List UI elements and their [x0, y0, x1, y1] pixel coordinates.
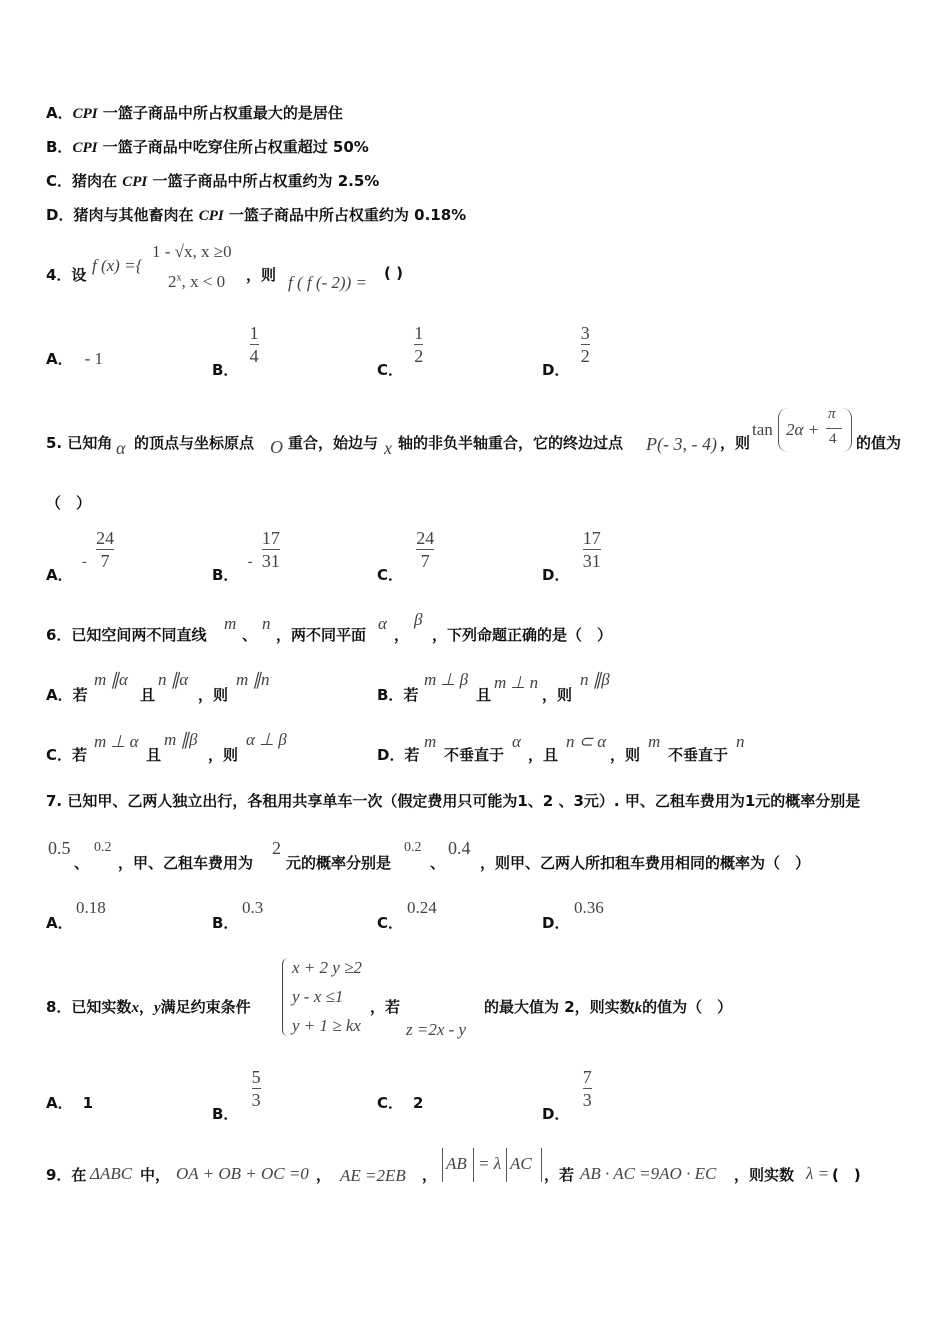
- q6-option-a: A．若: [46, 686, 88, 704]
- q8-text-3: ，若: [370, 998, 401, 1016]
- q4-answer-paren: ( ): [384, 264, 403, 282]
- q5-option-a: A． - $\frac{24}{7}$: [46, 528, 115, 584]
- q9-text-2: 中，: [140, 1166, 171, 1184]
- option-text: 一篮子商品中所占权重约为 2.5%: [147, 172, 380, 190]
- option-letter: C．: [46, 172, 73, 190]
- q9-ab: AB: [446, 1154, 467, 1173]
- q4-function: f (x) ={: [92, 256, 143, 275]
- q6-a-and: 且: [140, 686, 156, 704]
- q6-sep-1: 、: [242, 626, 258, 644]
- q7-text-3: 元的概率分别是: [286, 854, 392, 872]
- q8-k: k: [634, 1000, 643, 1016]
- q7-text-2: ，甲、乙租车费用为: [118, 854, 254, 872]
- q4-expression: f ( f (- 2)) =: [288, 273, 367, 292]
- option-text: 一篮子商品中所占权重约为 0.18%: [223, 206, 467, 224]
- q8-option-d: D． $\frac{7}{3}$: [542, 1067, 592, 1123]
- q5-text-3: 重合，始边与: [288, 434, 379, 452]
- q8-brace: [282, 958, 289, 1036]
- q7-p3: 0.2: [404, 840, 422, 855]
- q6-sep-2: ，: [394, 626, 410, 644]
- q5-text-6: 的值为: [856, 434, 902, 452]
- q6-c-cond-3: α ⊥ β: [246, 730, 287, 749]
- option-a-line: [46, 102, 343, 123]
- option-letter: B．: [46, 138, 73, 156]
- q7-option-a-value: 0.18: [76, 898, 106, 917]
- q7-option-c: C．: [377, 914, 404, 932]
- q9-text-6: ，则实数: [734, 1166, 795, 1184]
- q7-p4: 0.4: [448, 838, 471, 858]
- cpi-term: CPI: [122, 174, 148, 190]
- q5-option-d: D． $\frac{17}{31}$: [542, 528, 601, 584]
- q7-p2: 0.2: [94, 840, 112, 855]
- q6-text-2: ，两不同平面: [276, 626, 367, 644]
- q6-d-alpha: α: [512, 732, 521, 751]
- q4-option-c: C． $\frac{1}{2}$: [377, 323, 424, 379]
- q6-b-cond-2: m ⊥ n: [494, 673, 539, 692]
- q8-constraint-2: y - x ≤1: [292, 987, 344, 1006]
- q7-option-d: D．: [542, 914, 570, 932]
- q7-option-b-value: 0.3: [242, 898, 264, 917]
- q8-option-b: B． $\frac{5}{3}$: [212, 1067, 261, 1123]
- q5-text-5: ，则: [720, 434, 751, 452]
- q9-triangle: ΔABC: [90, 1164, 133, 1183]
- q7-sep-1: 、: [74, 854, 90, 872]
- q6-m: m: [224, 614, 237, 633]
- q6-d-text-4: 不垂直于: [668, 746, 729, 764]
- q5-alpha: α: [116, 438, 126, 458]
- q9-dot-product: AB · AC =9AO · EC: [580, 1164, 717, 1183]
- q8-y: y: [153, 1000, 161, 1016]
- q5-text-2: 的顶点与坐标原点: [134, 434, 255, 452]
- q6-d-text-3: ，则: [610, 746, 641, 764]
- q5-tan: tan: [752, 420, 773, 439]
- q6-a-cond-2: n ∥α: [158, 670, 189, 689]
- q9-lambda: λ =: [806, 1164, 830, 1183]
- option-c-line: [46, 170, 379, 191]
- q6-c-cond-1: m ⊥ α: [94, 732, 139, 751]
- q9-text-5: ，若: [544, 1166, 575, 1184]
- q9-lambda-eq: = λ: [478, 1154, 502, 1173]
- q7-sep-2: 、: [430, 854, 446, 872]
- q5-fraction-bar: [826, 428, 842, 429]
- q5-text-4: 轴的非负半轴重合，它的终边过点: [398, 434, 624, 452]
- q9-text-3: ，: [316, 1166, 332, 1184]
- q7-text-4: ，则甲、乙两人所扣租车费用相同的概率为（ ）: [480, 854, 811, 872]
- q8-constraint-1: x + 2 y ≥2: [292, 958, 362, 977]
- q6-beta: β: [414, 610, 423, 629]
- q7-two: 2: [272, 838, 281, 858]
- q4-option-b: B． $\frac{1}{4}$: [212, 323, 259, 379]
- q6-c-then: ，则: [208, 746, 239, 764]
- q6-c-and: 且: [146, 746, 162, 764]
- q9-text-4: ，: [422, 1166, 438, 1184]
- q9-text-1: 9．在: [46, 1166, 87, 1184]
- q6-d-text-2: ，且: [528, 746, 559, 764]
- q6-text-3: ，下列命题正确的是（ ）: [432, 626, 613, 644]
- q7-option-a: A．: [46, 914, 73, 932]
- q7-option-d-value: 0.36: [574, 898, 604, 917]
- q6-a-cond-3: m ∥n: [236, 670, 270, 689]
- q6-d-n: n: [736, 732, 745, 751]
- q5-text-1: 5. 已知角: [46, 434, 113, 452]
- q4-option-d: D． $\frac{3}{2}$: [542, 323, 590, 379]
- q8-x: x: [131, 1000, 139, 1016]
- cpi-term: CPI: [72, 106, 98, 122]
- q6-b-then: ，则: [542, 686, 573, 704]
- q5-option-c: C． $\frac{24}{7}$: [377, 528, 435, 584]
- q6-d-m-2: m: [648, 732, 661, 751]
- q4-option-a: A． - 1: [46, 349, 104, 368]
- option-d-line: [46, 204, 466, 225]
- q8-constraint-3: y + 1 ≥ kx: [292, 1016, 361, 1035]
- q5-origin: O: [270, 437, 283, 457]
- q5-four: 4: [829, 431, 837, 447]
- q7-p1: 0.5: [48, 838, 71, 858]
- q6-a-then: ，则: [198, 686, 229, 704]
- q5-inner: 2α +: [786, 420, 820, 439]
- option-letter: D．: [46, 206, 74, 224]
- q6-b-and: 且: [476, 686, 492, 704]
- q9-answer-paren: ( ): [832, 1166, 861, 1184]
- q9-ae-eb: AE =2EB: [340, 1166, 406, 1185]
- q6-c-cond-2: m ∥β: [164, 730, 198, 749]
- q6-n: n: [262, 614, 271, 633]
- q6-option-d: D．若: [377, 746, 420, 764]
- q7-option-c-value: 0.24: [407, 898, 437, 917]
- q5-pi: π: [828, 406, 836, 422]
- q8-text-4: 的最大值为 2，则实数k的值为（ ）: [484, 998, 733, 1016]
- q9-vector-sum: OA + OB + OC =0: [176, 1164, 309, 1183]
- q4-case-2: 2$^x$, x < 0: [168, 272, 226, 291]
- q5-x: x: [384, 438, 392, 458]
- option-text: 一篮子商品中吃穿住所占权重超过 50%: [102, 138, 369, 156]
- q7-option-b: B．: [212, 914, 239, 932]
- q8-line: 8．已知实数x，y满足约束条件: [46, 998, 251, 1016]
- q6-b-cond-3: n ∥β: [580, 670, 610, 689]
- q8-option-a: A． 1: [46, 1094, 94, 1112]
- q6-alpha: α: [378, 614, 387, 633]
- q6-option-b: B．若: [377, 686, 419, 704]
- q6-d-m: m: [424, 732, 437, 751]
- option-letter: A．: [46, 104, 73, 122]
- option-text: 一篮子商品中所占权重最大的是居住: [102, 104, 343, 122]
- q8-option-c: C． 2: [377, 1094, 424, 1112]
- option-pre: 猪肉与其他畜肉在: [73, 206, 199, 224]
- q4-number: 4．设: [46, 266, 87, 284]
- cpi-term: CPI: [72, 140, 98, 156]
- q8-objective: z =2x - y: [406, 1020, 467, 1039]
- q5-point: P(- 3, - 4): [646, 434, 717, 454]
- option-pre: 猪肉在: [72, 172, 123, 190]
- cpi-term: CPI: [198, 208, 224, 224]
- q5-option-b: B． - $\frac{17}{31}$: [212, 528, 280, 584]
- q6-text-1: 6．已知空间两不同直线: [46, 626, 207, 644]
- q6-a-cond-1: m ∥α: [94, 670, 128, 689]
- q4-case-1: 1 - √x, x ≥0: [152, 242, 232, 261]
- q6-d-text-1: 不垂直于: [444, 746, 505, 764]
- q7-line-1: 7. 已知甲、乙两人独立出行，各租用共享单车一次（假定费用只可能为1、2 、3元）. 甲、乙租车费用为1元的概率分别是: [46, 792, 861, 810]
- q4-then: ，则: [246, 266, 277, 284]
- q6-option-c: C．若: [46, 746, 88, 764]
- q6-d-n-subset: n ⊂ α: [566, 732, 607, 751]
- option-b-line: [46, 136, 369, 157]
- q9-ac: AC: [510, 1154, 532, 1173]
- q6-b-cond-1: m ⊥ β: [424, 670, 469, 689]
- q5-answer-paren: （ ）: [46, 494, 92, 512]
